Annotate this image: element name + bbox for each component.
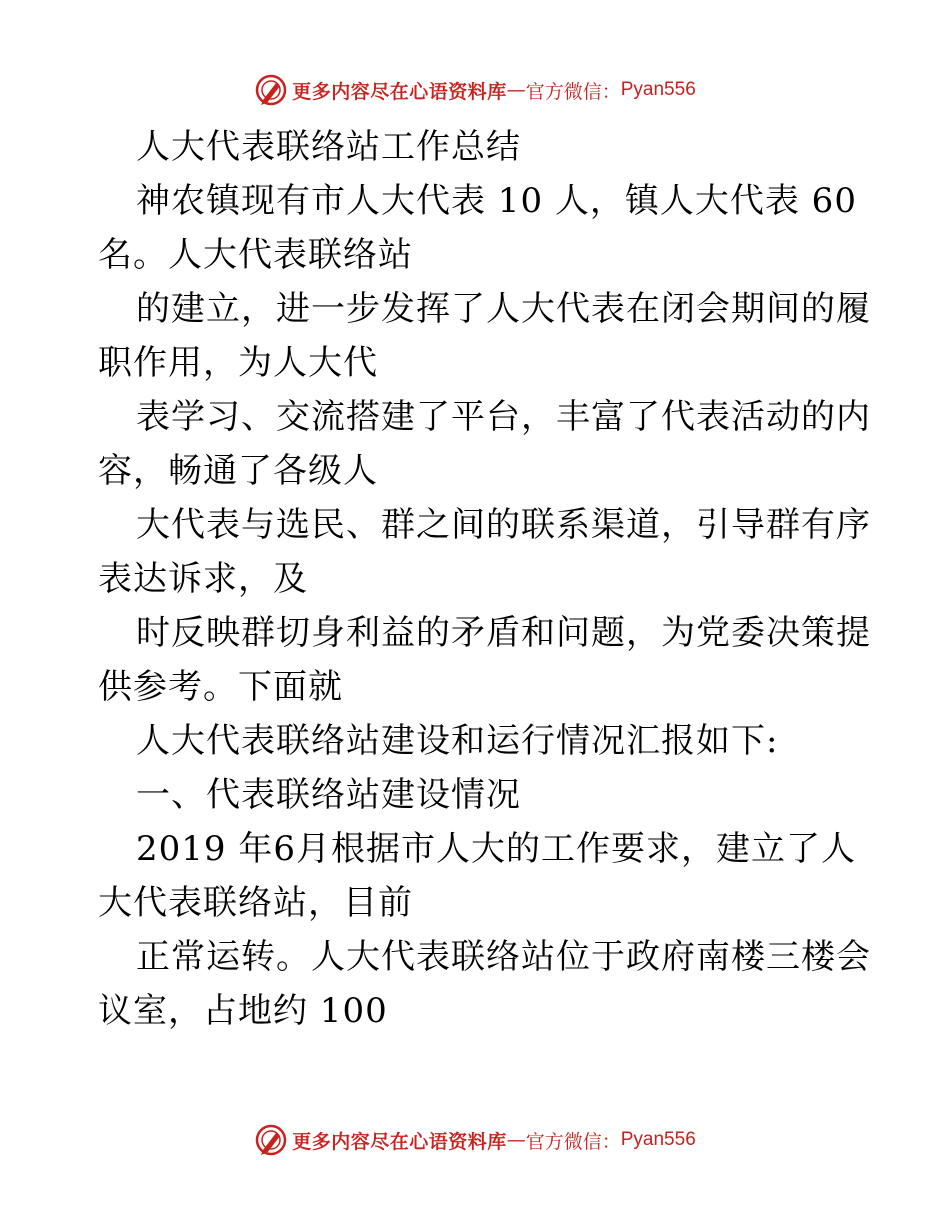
text-line: 时反映群切身利益的矛盾和问题，为党委决策提 xyxy=(136,613,871,653)
watermark-wechat-id: Pyan556 xyxy=(620,79,696,100)
watermark-wechat-label: 官方微信： xyxy=(525,1130,621,1153)
text-line: 议室，占地约 100 xyxy=(98,991,388,1031)
text-line: 职作用，为人大代 xyxy=(98,343,378,383)
text-line: 正常运转。人大代表联络站位于政府南楼三楼会 xyxy=(136,937,871,977)
watermark-dash: — xyxy=(506,1129,526,1151)
pen-logo-icon xyxy=(254,73,288,107)
document-body xyxy=(98,120,871,1038)
text-line: 2019 年6月根据市人大的工作要求，建立了人 xyxy=(136,829,856,869)
text-line: 人大代表联络站建设和运行情况汇报如下: xyxy=(136,721,779,761)
watermark-main-text: 更多内容尽在心语资料库 xyxy=(292,1130,507,1153)
footer-watermark xyxy=(0,1122,950,1158)
watermark-wechat-label: 官方微信： xyxy=(525,80,621,103)
text-line: 大代表联络站，目前 xyxy=(98,883,413,923)
watermark-main-text: 更多内容尽在心语资料库 xyxy=(292,80,507,103)
watermark-wechat-id: Pyan556 xyxy=(620,1129,696,1150)
text-line: 的建立，进一步发挥了人大代表在闭会期间的履 xyxy=(136,289,871,329)
text-line: 供参考。下面就 xyxy=(98,667,343,707)
text-line: 一、代表联络站建设情况 xyxy=(136,775,521,815)
text-line: 容，畅通了各级人 xyxy=(98,451,378,491)
text-line: 神农镇现有市人大代表 10 人，镇人大代表 60 xyxy=(136,181,857,221)
text-line: 名。人大代表联络站 xyxy=(98,235,413,275)
text-line: 大代表与选民、群之间的联系渠道，引导群有序 xyxy=(136,505,871,545)
text-line: 表达诉求，及 xyxy=(98,559,308,599)
watermark-dash: — xyxy=(506,79,526,101)
pen-logo-icon xyxy=(254,1123,288,1157)
text-line: 表学习、交流搭建了平台，丰富了代表活动的内 xyxy=(136,397,871,437)
text-line: 人大代表联络站工作总结 xyxy=(136,127,521,167)
header-watermark xyxy=(0,72,950,108)
